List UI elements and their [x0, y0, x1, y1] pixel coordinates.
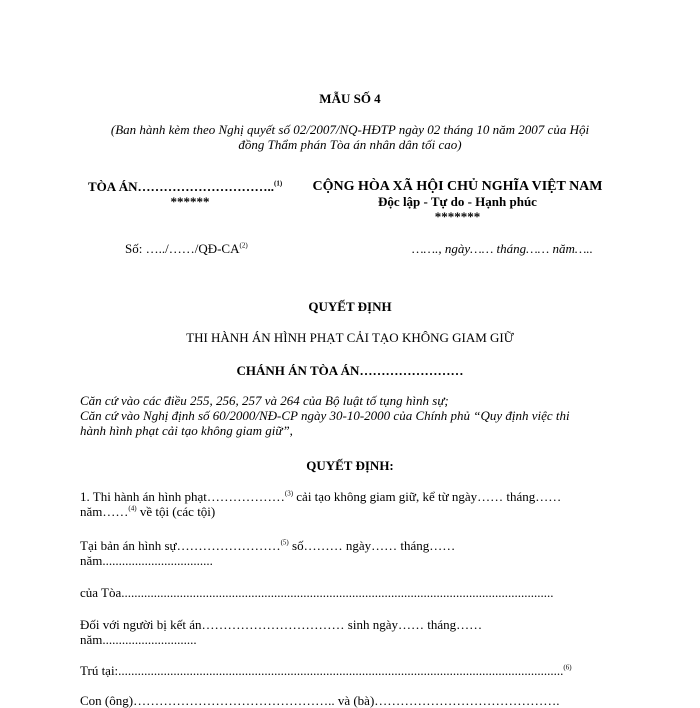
national-title: CỘNG HÒA XÃ HỘI CHỦ NGHĨA VIỆT NAM [312, 179, 603, 194]
convicted-line1: Đối với người bị kết án…………………………… sinh ngày…… tháng…… [80, 617, 483, 632]
decision-number [125, 241, 248, 256]
parents-line: Con (ông)……………………………………….. và (bà)……………………………………. [80, 693, 560, 708]
decision-heading: QUYẾT ĐỊNH [308, 299, 392, 314]
convicted-line2: năm............................. [80, 632, 197, 647]
court-label: TÒA ÁN………………………….. [88, 179, 274, 194]
judgment-text-b: số……… ngày…… tháng…… [288, 538, 456, 553]
legal-basis-1: Căn cứ vào các điều 255, 256, 257 và 264 của Bộ luật tố tụng hình sự; [80, 393, 449, 408]
item-1 [80, 489, 561, 519]
residence-text: Trú tại:......................................................................................................................................... [80, 663, 564, 678]
judgment-line [80, 538, 455, 568]
form-title: MẪU SỐ 4 [319, 91, 381, 106]
item-1-text-c: năm…… [80, 504, 129, 519]
item-1-line1 [80, 489, 561, 504]
judgment-text-a: Tại bản án hình sự…………………… [80, 538, 281, 553]
legal-basis-2-line1: Căn cứ vào Nghị định số 60/2000/NĐ-CP ngày 30-10-2000 của Chính phủ “Quy định việc thi [80, 408, 570, 423]
court-name-line [88, 179, 282, 194]
item-1-text-d: về tội (các tội) [136, 504, 216, 519]
convicted-person [80, 617, 482, 647]
decision-subject: THI HÀNH ÁN HÌNH PHẠT CẢI TẠO KHÔNG GIAM GIỮ [186, 330, 514, 345]
form-subtitle-line1: (Ban hành kèm theo Nghị quyết số 02/2007/NQ-HĐTP ngày 02 tháng 10 năm 2007 của Hội [110, 122, 590, 137]
court-stars: ****** [170, 194, 210, 209]
item-1-text-a: 1. Thi hành án hình phạt……………… [80, 489, 285, 504]
footnote-4: (4) [128, 504, 137, 513]
footnote-3: (3) [284, 489, 294, 498]
footnote-6: (6) [563, 663, 572, 672]
footnote-1: (1) [273, 179, 283, 188]
form-subtitle-line2: đồng Thẩm phán Tòa án nhân dân tối cao) [238, 137, 462, 152]
footnote-5: (5) [280, 538, 289, 547]
item-1-text-b: cải tạo không giam giữ, kể từ ngày…… tháng…… [293, 489, 562, 504]
motto-stars: ******* [434, 209, 481, 224]
decision-heading-2: QUYẾT ĐỊNH: [306, 458, 394, 473]
residence-line [80, 663, 572, 678]
item-1-line2 [80, 504, 561, 519]
number-label: Số: …../……/QĐ-CA [125, 241, 240, 256]
legal-basis-2-line2: hành hình phạt cải tạo không giam giữ”, [80, 423, 293, 438]
legal-basis [80, 393, 570, 438]
judgment-line1 [80, 538, 455, 553]
decision-issuer: CHÁNH ÁN TÒA ÁN…………………… [236, 363, 464, 378]
footnote-2: (2) [239, 241, 248, 250]
court-of-line: của Tòa..................................................................................................................................... [80, 585, 554, 600]
national-motto: Độc lập - Tự do - Hạnh phúc [378, 194, 537, 209]
place-date-line: ……., ngày…… tháng…… năm….. [412, 241, 593, 256]
judgment-line2: năm.................................. [80, 553, 213, 568]
form-subtitle [0, 122, 700, 152]
